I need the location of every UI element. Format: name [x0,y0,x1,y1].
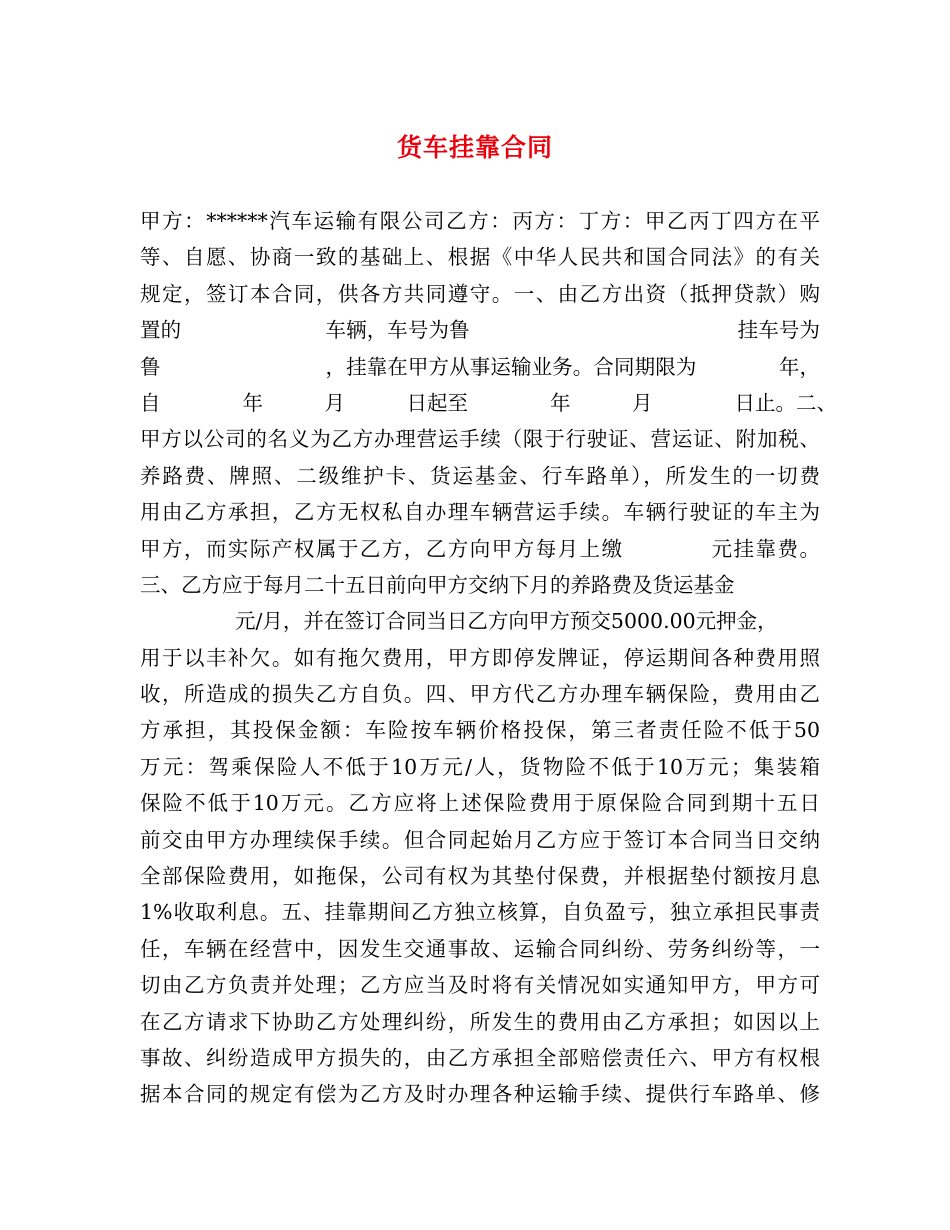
body-line: 甲方：******汽车运输有限公司乙方：丙方：丁方：甲乙丙丁四方在平 [140,209,820,233]
body-line: 用由乙方承担，乙方无权私自办理车辆营运手续。车辆行驶证的车主为 [140,500,820,525]
body-line: 切由乙方负责并处理；乙方应当及时将有关情况如实通知甲方，甲方可 [140,973,820,998]
body-line: 元/月，并在签订合同当日乙方向甲方预交5000.00元押金， [235,609,778,634]
body-line: 方承担，其投保金额：车险按车辆价格投保，第三者责任险不低于50 [140,718,820,743]
body-line: 等、自愿、协商一致的基础上、根据《中华人民共和国合同法》的有关 [140,245,820,270]
body-line: 在乙方请求下协助乙方处理纠纷，所发生的费用由乙方承担；如因以上 [140,1009,820,1034]
body-line: 养路费、牌照、二级维护卡、货运基金、行车路单），所发生的一切费 [140,463,820,488]
body-line: 万元：驾乘保险人不低于10万元/人，货物险不低于10万元；集装箱 [140,754,820,779]
body-line: 置的 车辆，车号为鲁 挂车号为 [140,318,820,343]
body-line: 甲方以公司的名义为乙方办理营运手续（限于行驶证、营运证、附加税、 [140,427,820,452]
body-line: 鲁 ，挂靠在甲方从事运输业务。合同期限为 年， [140,354,820,379]
body-line: 事故、纠纷造成甲方损失的，由乙方承担全部赔偿责任六、甲方有权根 [140,1045,820,1070]
body-line: 保险不低于10万元。乙方应将上述保险费用于原保险合同到期十五日 [140,791,820,816]
body-line: 收，所造成的损失乙方自负。四、甲方代乙方办理车辆保险，费用由乙 [140,682,820,707]
body-line: 用于以丰补欠。如有拖欠费用，甲方即停发牌证，停运期间各种费用照 [140,645,820,670]
document-title: 货车挂靠合同 [396,133,553,162]
body-line: 全部保险费用，如拖保，公司有权为其垫付保费，并根据垫付额按月息 [140,864,820,889]
body-line: 甲方，而实际产权属于乙方，乙方向甲方每月上缴 元挂靠费。 [140,536,820,561]
body-line: 三、乙方应于每月二十五日前向甲方交纳下月的养路费及货运基金 [140,572,735,597]
document-body [140,203,837,1113]
body-line: 规定，签订本合同，供各方共同遵守。一、由乙方出资（抵押贷款）购 [140,281,820,306]
body-line: 前交由甲方办理续保手续。但合同起始月乙方应于签订本合同当日交纳 [140,827,820,852]
body-line: 据本合同的规定有偿为乙方及时办理各种运输手续、提供行车路单、修 [140,1082,820,1107]
body-line: 自 年 月 日起至 年 月 日止。二、 [140,390,837,415]
body-line: 任，车辆在经营中，因发生交通事故、运输合同纠纷、劳务纠纷等，一 [140,936,820,961]
body-line: 1%收取利息。五、挂靠期间乙方独立核算，自负盈亏，独立承担民事责 [140,900,820,925]
